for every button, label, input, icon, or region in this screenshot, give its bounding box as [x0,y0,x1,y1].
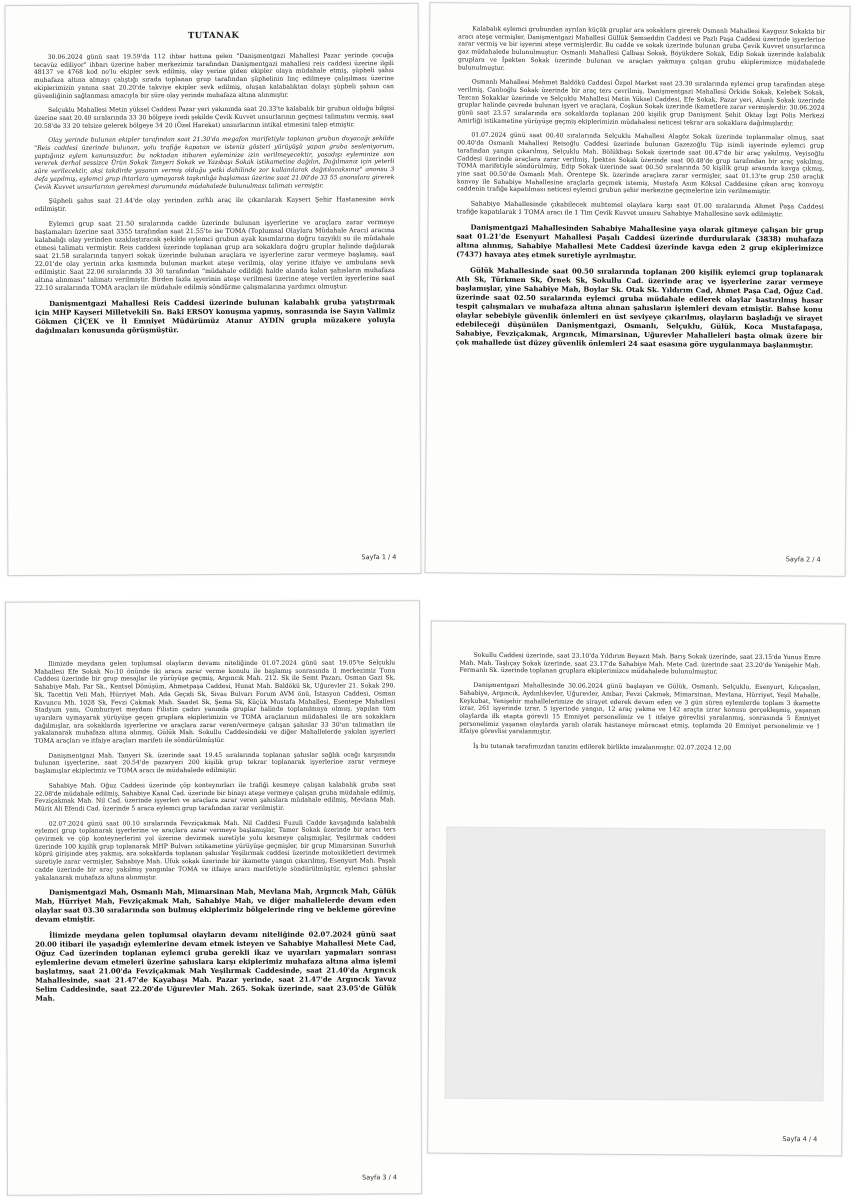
paragraph: Gülük Mahallesinde saat 00.50 sıralarında toplanan 200 kişilik eylemci grup toplanarak Atlı Sk, Türkmen Sk, Örnek Sk, Sokullu Cad. üzerinde araç ve işyerlerine zarar vermeye başlamışlar, yine Sahabiye Mah, Boylar Sk. Otak Sk. Yıldırım Cad, Ahmet Paşa Cad, Oğuz Cad. üzerinde saat 02.50 sıralarında eylemci gruba müdahale edilerek olaylar bastırılmış hasar tespit çalışmaları ve muhafaza altına alınan şahısların işlemleri devam etmiştir. Bahse konu olaylar sebebiyle güvenlik önlemleri en üst seviyeye çıkarılmış, olayların başladığı ve sirayet edebileceği düşünülen Danişmentgazi, Osmanlı, Selçuklu, Gülük, Koca Mustafapaşa, Sahabiye, Fevziçakmak, Argıncık, Mimarsinan, Uğurevler Mahalleleri başta olmak üzere bir çok mahallede üst düzey güvenlik önlemleri 24 saat esasına göre uygulanmaya başlanmıştır. [455,266,824,350]
page-number: Sayfa 4 / 4 [782,1135,818,1144]
page-3-body [34,659,397,1170]
paragraph: Kalabalık eylemci grubundan ayrılan küçük gruplar ara sokaklara girerek Osmanlı Mahallesi Kaygısız Sokakta bir aracı ateşe vermişler, Danişmentgazi Mahallesi Güllük Şemseddin Caddesi ve Pazlı Paşa Caddesi üzerinde işyerlerine zarar vermiş ve bir işyerini ateşe vermişlerdir. Bu cadde ve sokak üzerinde bulunan gruba Çevik Kuvvet unsurlarınca gaz müdahalede bulunulmuştur. Osmanlı Mahallesi Çalbaşı Sokak, Böyükdere Sokak, Edip Sokak üzerinde kalabalık gruplara ve İpekten Sokak üzerinde bulunan ve araçları yakmaya çalışan grubu ekiplerimizce müdahalede bulunulmuştur. [457,25,826,72]
document-title: TUTANAK [187,30,240,42]
page-2-body [454,25,826,551]
document-page-3 [5,600,422,1195]
paragraph: Danişmentgazi Mah, Osmanlı Mah, Mimarsinan Mah, Mevlana Mah, Argıncık Mah, Gülük Mah, Hürriyet Mah, Fevziçakmak Mah, Sahabiye Mah, ve diğer mahallelerde devam eden olaylar saat 03.30 sıralarında son bulmuş ekiplerimiz bölgelerinde ring ve bekleme görevine devam etmiştir. [34,887,397,924]
paragraph: Danişmentgazi Mah. Tanyeri Sk. üzerinde saat 19.45 sıralarında toplanan şahıslar sağlık ocağı karşısında bulunan işyerlerine, saat 20.54'de pazaryeri 200 kişilik grup tekrar toplanarak işyerlerine zarar vermeye başlamışlar ekiplerimiz ve TOMA aracı ile müdahalede edilmiştir. [34,751,396,775]
page-number: Sayfa 2 / 4 [785,555,821,564]
paragraph: Danişmentgazi Mahallesinden Sahabiye Mahallesine yaya olarak gitmeye çalışan bir grup saat 01.21'de Esenyurt Mahallesi Paşalı Caddesi üzerinde durdurularak (3838) muhafaza altına alınmış, Sahabiye Mahallesi Mete Caddesi üzerinde kavga eden 2 grup ekiplerimizce (7437) havaya ateş etmek suretiyle ayrılmıştır. [456,223,824,261]
paragraph: İlimizde meydana gelen toplumsal olayların devamı niteliğinde 01.07.2024 günü saat 19.05'te Selçuklu Mahallesi Efe Sokak No:10 önünde iki araca zarar verme konulu ile başlamış sonrasında il merkezimiz Tuna Caddesi üzerinde bir grup mesajlar ile yürüyüşe geçmiş, Argıncık Mah. 212. Sk ile Semt Pazarı, Osman Gazi Sk, Sahabiye Mah. Far Sk., Kentsel Dönüşüm, Ahmetpaşa Caddesi, Hunat Mah. Baldökü Sk, Uğurevler 21. Sokak 290. Sk, Tacettin Veli Mah, Hürriyet Mah. Ada Geçidi Sk, Sivas Bulvarı Forum AVM önü, İstasyon Caddesi, Osman Kavuncu Mh. 1028 Sk, Fevzi Çakmak Mah. Saadet Sk, Şema Sk, Küçük Mustafa Mahallesi, Esentepe Mahallesi Stadyum yanı, Cumhuriyet meydanı Filistin çadırı yanında gruplar halinde toplanılmaya olmuş, yapılan tüm uyarılara uymayarak yürüyüşe geçen gruplara ekiplerimizin ve TOMA araçlarının müdahalesi ile ara sokaklara dağılmışlar, ara sokaklarda işyerlerine ve araçlara zarar veren/vermeye çalışan şahıslar 33 30'un talimatları ile yakalanarak muhafaza altına alınmış, Gülük Mah. Sokullu Caddesindeki ve diğer Mahallelerde yakılan işyerleri TOMA araçları ve itfaiye araçları marifeti ile söndürülmüştür. [34,659,396,745]
paragraph: İlimizde meydana gelen toplumsal olayların devamı niteliğinde 02.07.2024 günü saat 20.00 itibari ile yaşadığı eylemlerine devam etmek isteyen ve Sahabiye Mahallesi Mete Cad, Oğuz Cad üzerinden toplanan eylemci gruba gerekli ikaz ve uyarıları yapmaları sonrası eylemlerine devam etmeleri üzerine şahıslara karşı ekiplerimiz muhafaza altına alma işlemi başlatmış, saat 21.00'da Fevziçakmak Mah Yeşilırmak Caddesinde, saat 21.40'da Argıncık Mahallesinde, saat 21.47'de Kayabaşı Mah. Pazar yerinde, saat 21.47'de Argıncık Yavuz Selim Caddesinde, saat 22.20'de Uğurevler Mah. 265. Sokak üzerinde, saat 23.05'de Gülük Mah. [35,930,397,1003]
page-number: Sayfa 1 / 4 [361,553,397,562]
redacted-signature-area [445,827,826,1102]
paragraph: Sokullu Caddesi üzerinde, saat 23.10'da Yıldırım Beyazıt Mah. Barış Sokak üzerinde, saat 23.15'de Yunus Emre Mah. Mah. Taşlıçay Sokak üzerinde, saat 23.17'de Sahabiye Mah. Mete Cad. üzerinde saat 23.20'de Yenişehir Mah. Fermanlı Sk. üzerinde toplanan gruplara ekiplerimizce müdahalede bulunulmuştur. [459,651,821,676]
page-number: Sayfa 3 / 4 [362,1173,397,1182]
paragraph: Sahabiye Mahallesinde çıkabilecek muhtemel olaylara karşı saat 01.00 sıralarında Ahmet Paşa Caddesi trafiğe kapatılarak 1 TOMA aracı ile 1 Tim Çevik Kuvvet unsuru Sahabiye Mahallesine sevk edilmiştir. [456,200,824,219]
paragraph: 01.07.2024 günü saat 00.40 sıralarında Selçuklu Mahallesi Alagöz Sokak üzerinde toplanmalar olmuş, saat 00.40'da Osmanlı Mahallesi Reisoğlu Caddesi üzerinde bulunan Gazezoğlu Tüp isimli işyerinde eylemci grup tarafından yangın çıkarılmış, Selçuklu Mah. Bölükbaşı Sokak üzerinde saat 00.47'de bir araç yakılmış, Veyisoğlu Caddesi üzerinde araçlara zarar verilmiş, İpekten Sokak üzerinde saat 00.48'de grup tarafından bir araç yakılmış, TOMA marifetiyle söndürülmüş, Edip Sokak üzerinde saat 00.50 sıralarında 50 kişilik grup arasında kavga çıkmış, yine saat 00.50'de Osmanlı Mah. Örentepe Sk. üzerinde araçlara zarar vermişler, saat 01.13'te grup 250 araçlık konvoy ile Sahabiye Mahallesine araçlarla geçmek istemiş, Mustafa Asım Köksal Caddesine çıkan araç konvoyu caddenin trafiğe kapatılması neticesi eylemci grubun şehir merkezine geçmelerine izin verilmemiştir. [456,131,825,196]
paragraph: Şüpheli şahıs saat 21.44'de olay yerinden zırhlı araç ile çıkarılarak Kayseri Şehir Hastanesine sevk edilmiştir. [34,196,395,214]
paragraph: Danişmentgazi Mahallesi Reis Caddesi üzerinde bulunan kalabalık gruba yatıştırmak için MHP Kayseri Milletvekili Sn. Baki ERSOY konuşma yapmış, sonrasında ise Sayın Valimiz Gökmen ÇİÇEK ve İl Emniyet Müdürümüz Atanur AYDIN grupla müzakere yoluyla dağılmaları konusunda görüşmüştür. [35,298,396,336]
paragraph: Sahabiye Mah. Oğuz Caddesi üzerinde çöp konteynırları ile trafiği kesmeye çalışan kalabalık gruba saat 22.08'de müdahale edilmiş, Sahabiye Kanal Cad. üzerinde bir binayı ateşe vermeye çalışan gruba müdahale edilmiş, Fevziçakmak Mah. Nil Cad. üzerinde işyerleri ve araçlara zarar veren şahıslara müdahale edilmiş, Mevlana Mah. Mürit Ali Efendi Cad. üzerinde 5 araca eylemci grup tarafından zarar verilmiştir. [34,781,396,813]
document-page-1 [5,3,422,576]
paragraph: Olay yerinde bulunan ekipler tarafından saat 21.30'da megafon marifetiyle toplanan grubun duyacağı şekilde "Reis caddesi üzerinde bulunan, yolu trafiğe kapatan ve isteniz gösteri yürüyüşü yapan gruba sesleniyorum, yaptığınız eylem kanunsuzdur, bu noktadan itibaren eyleminize izin verilmeyecektir, yasadışı eyleminize son vererek derhal sessizce Ürün Sokak Tanyeri Sokak ve Yazıbaşı Sokak istikametine dağılın, Dağılmanız için yeterli süre verilecektir, aksi takdirde yasanın vermiş olduğu yetki dahilinde zor kullanılarak dağıtılacaksınız" anonsu 3 defa yapılmış, eylemci grup ihtarlara uymayarak taşkınlığa başlaması üzerine saat 21.00'de 33 55 anonslara girerek Çevik Kuvvet unsurlarının gerekmesi durumunda müdahalede bulunulması talimatı vermiştir. [34,135,395,191]
paragraph: Selçuklu Mahallesi Metin yüksel Caddesi Pazar yeri yakınında saat 20.33'te kalabalık bir grubun olduğu bilgisi üzerine saat 20.40 sıralarında 33 30 bölgeye ivedi şekilde Çevik Kuvvet unsurlarının geçmesi talimatını vermiş, saat 20.58'de 33 20 telsize gelerek bölgeye 34 20 (Özel Harekat) unsurlarının intikal etmesini talep etmiştir. [34,105,395,130]
paragraph: 02.07.2024 günü saat 00.10 sıralarında Fevziçakmak Mah. Nil Caddesi Fuzuli Cadde kavşağında kalabalık eylemci grup toplanarak işyerlerine ve araçlara zarar vermeye başlamışlar, Tamer Sokak üzerinde bir aracı ters çevirmek ve çöp konteynerlerini yol üzerine devirmek suretiyle yolu kesmeye çalışmışlar, Yeşilırmak caddesi üzerinde 100 kişilik grup toplanarak MHP Bulvarı istikametine yürüyüşe geçmişler, bir grup Mimarsinan Susurluk köprü girişinde ateş yakmış, ara sokaklarda toplanan şahıslar Yeşilırmak caddesi üzerinde motosikletleri devirmek suretiyle zarar vermişler, Sahabiye Mah. Ufuk sokak üzerinde bir ikamette yangın çıkarılmış, Esenyurt Mah. Paşalı cadde üzerinde bir araç yakılmış yangınlar TOMA ve itfaiye aracı marifetiyle söndürülmüştür, eylemci şahıslar yakalanarak muhafaza altına alınmıştır. [34,819,396,882]
paragraph: Eylemci grup saat 21.50 sıralarında cadde üzerinde bulunan işyerlerine ve araçlara zarar vermeye başlamaları üzerine saat 3355 tarafından saat 21.55'te ise TOMA (Toplumsal Olaylara Müdahale Aracı) aracına kalabalığı olay yerinden uzaklaştıracak şekilde eylemci grubun ayak kısımlarına doğru tazyikli su ile müdahale etmesi talimatı vermiştir. Reis caddesi üzerinde toplanan grup ara sokaklara doğru gruplar halinde dağılarak saat 21.58 sıralarında tanyeri sokak üzerinde bulunan araçlara ve işyerlerine zarar vermeye başlamış, saat 22.01'de olay yerinin arka kısmında bulunan market ateşe verilmiş, olay yerine itfaiye ve ambulans sevk edilmiştir. Saat 22.06 sıralarında 33 30 tarafından "müdahale edildiği halde alanda kalan şahısların muhafaza altına alınması" talimatı verilmiştir. Birden fazla işyerinin ateşe verilmesi üzerine ateşe verilen işyerlerine saat 22.10 sıralarında TOMA araçları ile müdahale edilmiş söndürme çalışmalarına yardımcı olmuştur. [34,219,395,293]
paragraph: Danişmentgazi Mahallesinde 30.06.2024 günü başlayan ve Gülük, Osmanlı, Selçuklu, Esenyurt, Kılıçaslan, Sahabiye, Argıncık, Aydınlıkevler, Uğurevler, Ambar, Fevzi Çakmak, Mimarsinan, Mevlana, Hürriyet, Yeşil Mahalle, Keykubat, Yenişehir mahallelerimize de sirayet ederek devam eden ve 3 gün süren eylemlerde toplam 3 ikamette izrar, 261 işyerinde izrar, 5 işyerinde yangın, 12 araç yakma ve 142 araçta izrar konusu gerçekleşmiş, yaşanan olaylarda ilk etapta görevli 15 Emniyet personelimiz ve 1 itfaiye görevlisi yaralanmış, sonrasında 5 Emniyet personelimiz yaşanan olaylarda yaralı olarak hastaneye müracaat etmiş, toplamda 20 Emniyet personelimiz ve 1 itfaiye görevlisi yaralanmıştır. [459,681,821,736]
page-1-body [34,26,397,551]
paragraph: 30.06.2024 günü saat 19.59'da 112 ihbar hattına gelen "Danişmentgazi Mahallesi Pazar yerinde çocuğa tecavüz ediliyor" ihbarı üzerine haber merkezimiz tarafından Danişmentgazi mahallesi reis caddesi üzerine ilgili 48137 ve 4768 kod no'lu ekipler sevk edilmiş, olay yerine giden ekipler olaya müdahale etmiş, şüpheli şahsı muhafaza altına almayı çalıştığı sırada toplanan grup tarafından şüphelinin linç edilmeye çalışılması üzerine ekiplerimizin yanına saat 20.20'de takviye ekipler sevk edilmiş, oluşan kalabalıktan dolayı şüpheli şahsın can güvenliğinin sağlanması amacıyla bir süre olay yerinde muhafaza altına alınmıştır. [33,52,394,100]
paragraph: Osmanlı Mahallesi Mehmet Baldökü Caddesi Özpol Market saat 23.30 sıralarında eylemci grup tarafından ateşe verilmiş, Canlıoğlu Sokak üzerinde bir araç ters çevrilmiş, Danişmentgazi Mahallesi Örkide Sokak, Kelebek Sokak, Tezcan Sokaklar üzerinde ve Selçuklu Mahallesi Metin Yüksel Caddesi, Efe Sokak, Pazar yeri, Alunlı Sokak üzerinde gruplar halinde çevrede bulunan işyeri ve araçlara, Coşkun Sokak üzerinde ikametlere zarar vermişlerdir. 30.06.2024 günü saat 23.57 sıralarında ara sokaklarda toplanan 200 kişilik grup Danişment Şehit Oktay İzgi Polis Merkezi Amirliği istikametine yürüyüşe geçmiş ekiplerimizin müdahalesi neticesi tekrar ara sokaklara dağılmışlardır. [457,78,825,128]
paragraph: İş bu tutanak tarafımızdan tanzim edilerek birlikte imzalanmıştır. 02.07.2024 12.00 [472,742,732,752]
document-page-4 [427,621,846,1157]
document-page-2 [425,2,851,577]
